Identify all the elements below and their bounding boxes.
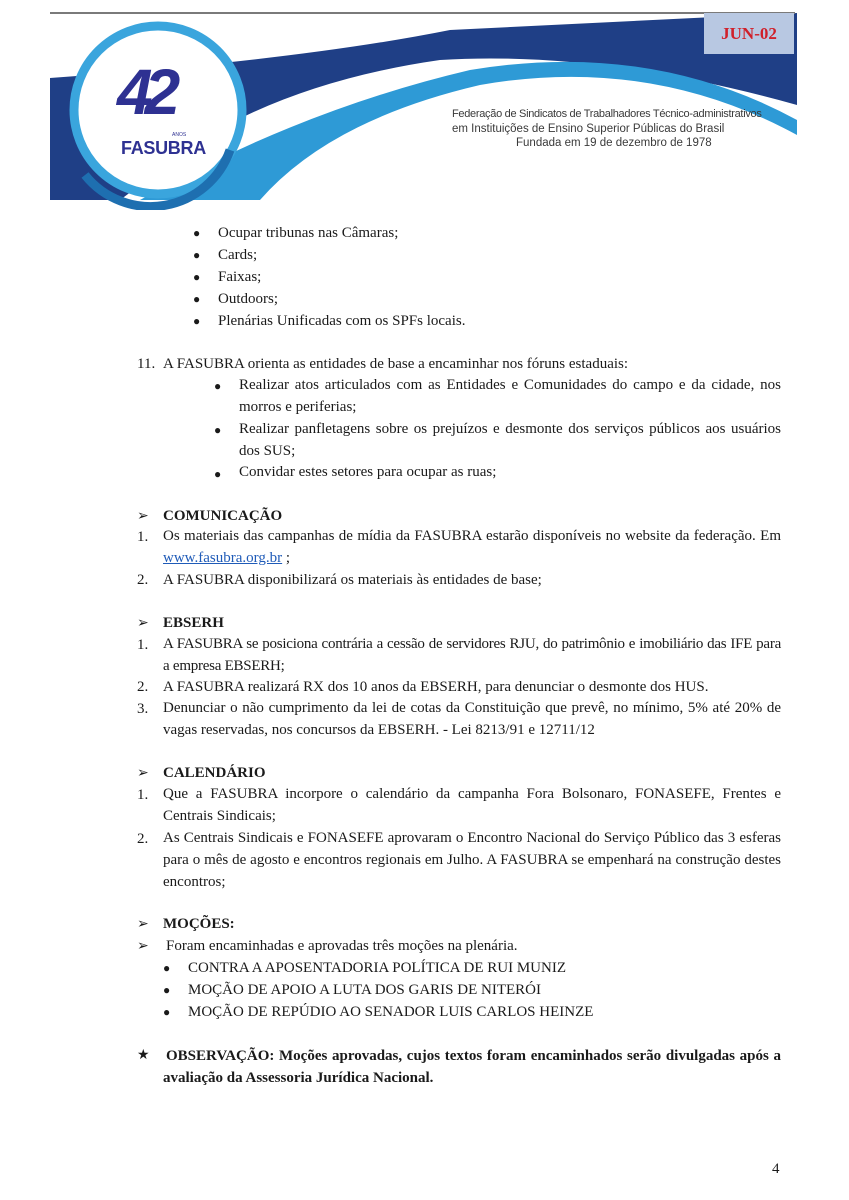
list-item: Realizar atos articulados com as Entidades e Comunidades do campo e da cidade, nos morros e periferias; <box>239 377 781 415</box>
bullet-icon: ● <box>193 270 201 284</box>
item-number: 1. <box>137 637 149 653</box>
section-heading: COMUNICAÇÃO <box>163 508 283 524</box>
page-number: 4 <box>772 1161 780 1177</box>
list-item: MOÇÃO DE REPÚDIO AO SENADOR LUIS CARLOS HEINZE <box>188 1004 594 1020</box>
section-heading: EBSERH <box>163 615 224 631</box>
list-item: Plenárias Unificadas com os SPFs locais. <box>218 313 466 329</box>
list-item: CONTRA A APOSENTADORIA POLÍTICA DE RUI MUNIZ <box>188 960 566 976</box>
section-heading: MOÇÕES: <box>163 916 235 932</box>
section-intro: Foram encaminhadas e aprovadas três moções na plenária. <box>166 938 518 954</box>
list-item: Outdoors; <box>218 291 278 307</box>
bullet-icon: ● <box>214 423 222 437</box>
list-item: Cards; <box>218 247 258 263</box>
letterhead <box>0 0 849 210</box>
bullet-icon: ● <box>193 292 201 306</box>
arrow-icon: ➢ <box>137 509 149 524</box>
item-number: 2. <box>137 831 149 847</box>
bullet-icon: ● <box>193 248 201 262</box>
date-badge: JUN-02 <box>704 13 794 54</box>
federation-line-3: Fundada em 19 de dezembro de 1978 <box>516 137 712 149</box>
item-number: 1. <box>137 529 149 545</box>
star-icon: ★ <box>137 1048 150 1063</box>
item-text: Os materiais das campanhas de mídia da FASUBRA estarão disponíveis no website da federação. Em <box>163 528 781 544</box>
bullet-icon: ● <box>163 1005 171 1019</box>
top-rule <box>50 12 795 14</box>
item-number: 1. <box>137 787 149 803</box>
item-text-end: ; <box>282 550 291 566</box>
observation-note: OBSERVAÇÃO: Moções aprovadas, cujos textos foram encaminhados serão divulgadas após a avaliação da Assessoria Jurídica Nacional. <box>163 1048 781 1086</box>
list-item: Denunciar o não cumprimento da lei de cotas da Constituição que prevê, no mínimo, 5% até 20% de vagas reservadas, nos concursos da EBSERH. - Lei 8213/91 e 12711/12 <box>163 700 781 738</box>
federation-line-1: Federação de Sindicatos de Trabalhadores Técnico-administrativos <box>452 108 762 120</box>
arrow-icon: ➢ <box>137 616 149 631</box>
section-heading: CALENDÁRIO <box>163 765 266 781</box>
list-item: Faixas; <box>218 269 262 285</box>
item-text: A FASUBRA disponibilizará os materiais às entidades de base; <box>163 572 542 588</box>
logo-anos: ANOS <box>172 132 187 138</box>
website-link[interactable]: www.fasubra.org.br <box>163 550 283 566</box>
logo-name: FASUBRA <box>121 138 206 158</box>
item-text: A FASUBRA orienta as entidades de base a encaminhar nos fóruns estaduais: <box>163 356 629 372</box>
bullet-icon: ● <box>163 983 171 997</box>
list-item: Ocupar tribunas nas Câmaras; <box>218 225 399 241</box>
bullet-icon: ● <box>214 379 222 393</box>
arrow-icon: ➢ <box>137 939 149 954</box>
bullet-icon: ● <box>214 467 222 481</box>
list-item: MOÇÃO DE APOIO A LUTA DOS GARIS DE NITERÓI <box>188 982 541 998</box>
arrow-icon: ➢ <box>137 766 149 781</box>
bullet-icon: ● <box>193 226 201 240</box>
list-item <box>163 525 781 569</box>
arrow-icon: ➢ <box>137 917 149 932</box>
list-item: A FASUBRA se posiciona contrária a cessão de servidores RJU, do patrimônio e imobiliário das IFE para a empresa EBSERH; <box>163 636 781 674</box>
item-number: 2. <box>137 572 149 588</box>
bullet-icon: ● <box>163 961 171 975</box>
list-item: Que a FASUBRA incorpore o calendário da campanha Fora Bolsonaro, FONASEFE, Frentes e Centrais Sindicais; <box>163 786 781 824</box>
item-text: A FASUBRA realizará RX dos 10 anos da EBSERH, para denunciar o desmonte dos HUS. <box>163 679 709 695</box>
list-item: As Centrais Sindicais e FONASEFE aprovaram o Encontro Nacional do Serviço Público das 3 esferas para o mês de agosto e encontros regionais em Julho. A FASUBRA se empenhará na construção destes encontros; <box>163 830 781 890</box>
item-number: 3. <box>137 701 149 717</box>
federation-text <box>452 107 762 151</box>
bullet-icon: ● <box>193 314 201 328</box>
list-item: Convidar estes setores para ocupar as ruas; <box>239 464 497 480</box>
logo-number: 42 <box>117 56 173 128</box>
list-item: Realizar panfletagens sobre os prejuízos e desmonte dos serviços públicos aos usuários dos SUS; <box>239 421 781 459</box>
federation-line-2: em Instituições de Ensino Superior Públicas do Brasil <box>452 122 725 135</box>
item-number: 11. <box>137 356 156 372</box>
item-number: 2. <box>137 679 149 695</box>
